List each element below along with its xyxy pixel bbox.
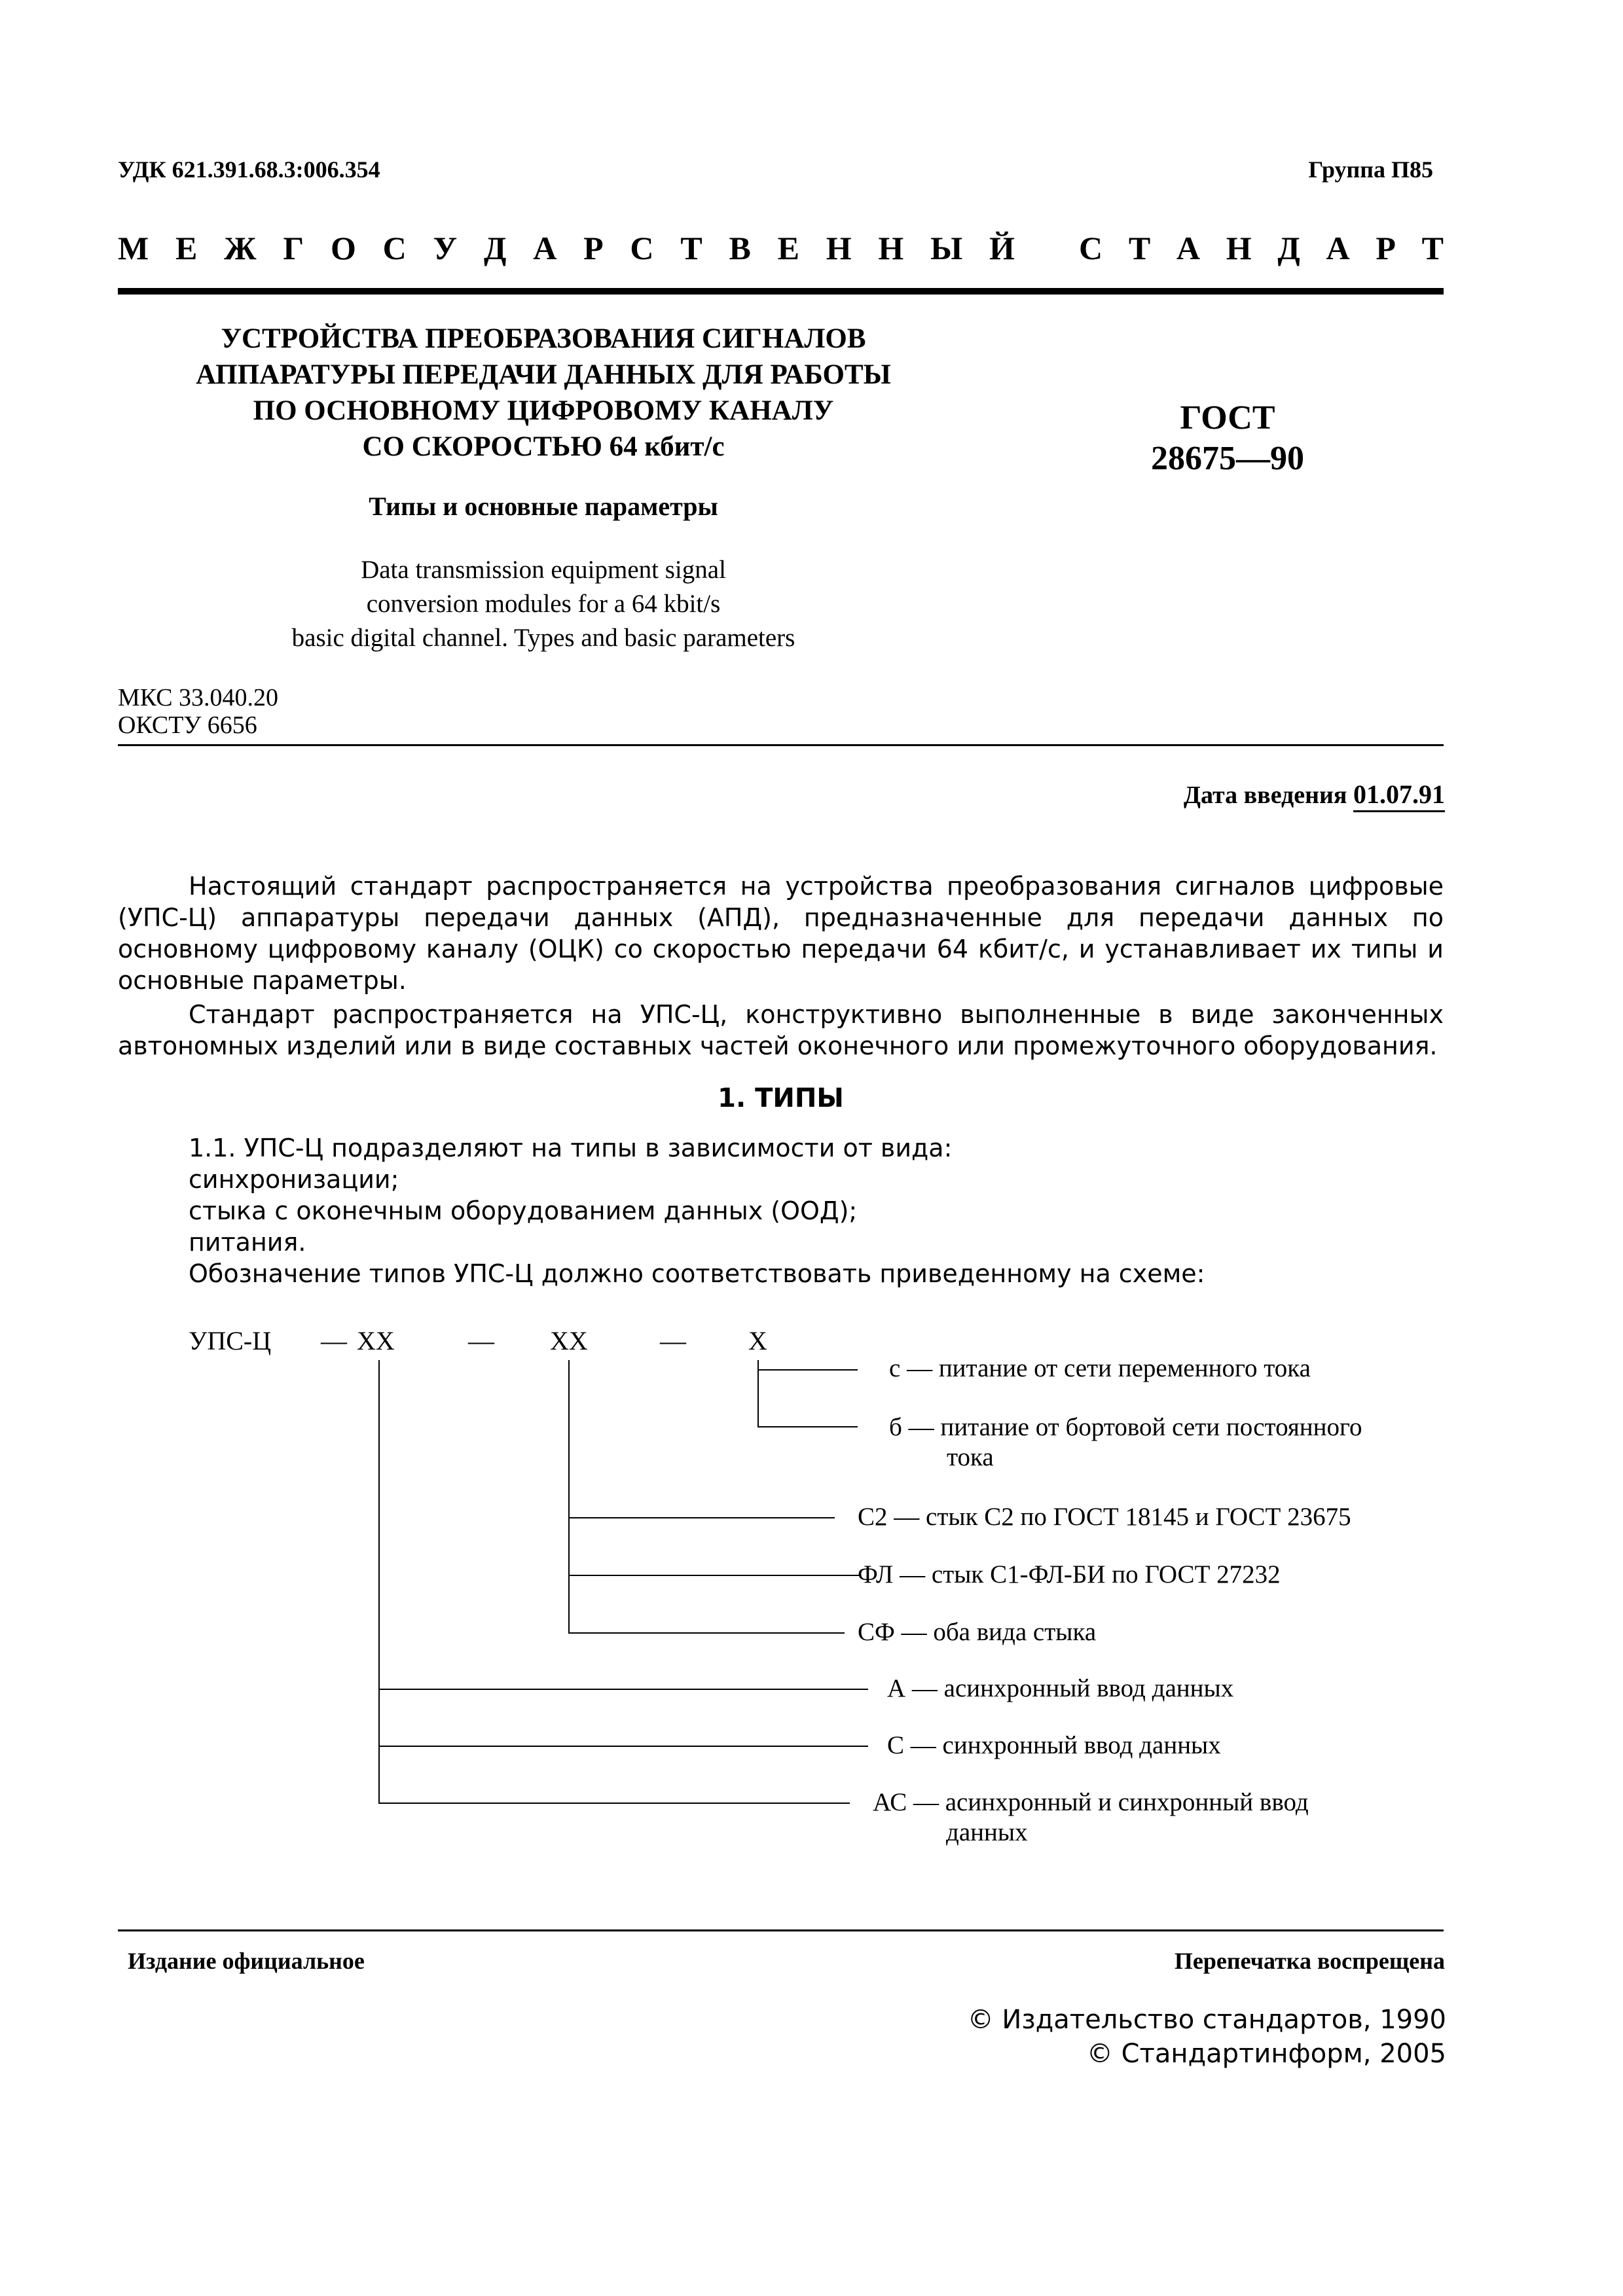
group-code: Группа П85: [1308, 156, 1433, 183]
banner-letter: Н: [1226, 230, 1252, 266]
scheme-connector: [378, 1803, 850, 1804]
banner-letter: Р: [583, 230, 604, 266]
option-text: стык С2 по ГОСТ 18145 и ГОСТ 23675: [926, 1503, 1351, 1531]
date-value: 01.07.91: [1353, 780, 1445, 812]
section-1-1: [189, 1132, 1205, 1289]
scheme-dash: —: [468, 1326, 494, 1355]
banner-word-standard: [1079, 229, 1444, 267]
reprint-prohibited: Перепечатка воспрещена: [1174, 1948, 1445, 1974]
option-code: АС: [873, 1788, 907, 1816]
option-code: С: [887, 1731, 905, 1759]
sync-option: С — синхронный ввод данных: [887, 1731, 1221, 1759]
gost-designation: [1113, 398, 1342, 479]
udk-code: УДК 621.391.68.3:006.354: [118, 156, 380, 183]
interface-option: С2 — стык С2 по ГОСТ 18145 и ГОСТ 23675: [858, 1503, 1351, 1531]
banner-letter: Т: [680, 230, 702, 266]
english-title-line: conversion modules for a 64 kbit/s: [366, 590, 721, 618]
introduction-text: [118, 870, 1444, 1062]
scheme-connector: [568, 1575, 861, 1576]
banner-letter: Е: [175, 230, 198, 266]
footer-rule: [118, 1929, 1444, 1931]
section-title: 1. ТИПЫ: [718, 1083, 844, 1113]
option-text: стык С1-ФЛ-БИ по ГОСТ 27232: [931, 1560, 1281, 1588]
copyright-line: © Издательство стандартов, 1990: [967, 2005, 1446, 2035]
banner-letter: О: [330, 230, 356, 266]
banner-letter: Н: [878, 230, 904, 266]
codes-rule: [118, 744, 1444, 746]
okstu-code: ОКСТУ 6656: [118, 711, 257, 739]
banner-letter: Ы: [930, 230, 963, 266]
intro-paragraph-1: Настоящий стандарт распространяется на устройства преобразования сигналов цифровые (УПС-Ц) аппаратуры передачи данных (АПД), предназначенные для передачи данных по основному цифровому каналу (ОЦК) со скоростью передачи 64 кбит/с, и устанавливает их типы и основные параметры.: [118, 872, 1444, 995]
power-option: с — питание от сети переменного тока: [889, 1354, 1311, 1382]
header-rule: [118, 288, 1444, 295]
banner-letter: А: [533, 230, 557, 266]
banner-letter: Т: [1128, 230, 1151, 266]
option-text-continuation: тока: [947, 1443, 994, 1471]
english-title-line: Data transmission equipment signal: [361, 556, 726, 584]
option-text: питание от сети переменного тока: [938, 1354, 1311, 1382]
kind-item: синхронизации;: [189, 1165, 399, 1194]
copyright-block: [968, 2003, 1446, 2071]
scheme-field-interface: ХХ: [550, 1326, 588, 1355]
option-code: б: [889, 1413, 902, 1441]
interface-option: ФЛ — стык С1-ФЛ-БИ по ГОСТ 27232: [858, 1560, 1281, 1588]
sync-option: АС — асинхронный и синхронный ввод данных: [873, 1788, 1309, 1846]
scheme-connector: [568, 1632, 845, 1634]
title-line: УСТРОЙСТВА ПРЕОБРАЗОВАНИЯ СИГНАЛОВ: [221, 323, 866, 354]
banner-word-interstate: [118, 229, 1015, 267]
banner-letter: А: [1176, 230, 1201, 266]
english-title-line: basic digital channel. Types and basic parameters: [291, 624, 795, 652]
mks-code: МКС 33.040.20: [118, 684, 279, 711]
banner-letter: А: [1326, 230, 1350, 266]
gost-number: 28675—90: [1151, 440, 1304, 477]
banner-letter: М: [118, 230, 149, 266]
option-code: А: [887, 1674, 906, 1702]
scheme-intro: Обозначение типов УПС-Ц должно соответствовать приведенному на схеме:: [189, 1259, 1205, 1288]
banner-letter: С: [1079, 230, 1103, 266]
banner-letter: Д: [484, 230, 507, 266]
scheme-dash: —: [660, 1326, 686, 1355]
introduction-date: [1184, 779, 1445, 810]
power-option: б — питание от бортовой сети постоянного тока: [889, 1413, 1362, 1471]
clause-1-1: 1.1. УПС-Ц подразделяют на типы в зависимости от вида:: [189, 1134, 953, 1162]
date-label: Дата введения: [1183, 781, 1347, 809]
scheme-connector: [757, 1426, 858, 1427]
scheme-connector: [378, 1689, 868, 1690]
sync-option: А — асинхронный ввод данных: [887, 1674, 1234, 1702]
interstate-standard-banner: [118, 229, 1444, 275]
title-line: ПО ОСНОВНОМУ ЦИФРОВОМУ КАНАЛУ: [253, 395, 834, 426]
scheme-connector: [568, 1360, 570, 1634]
banner-letter: Г: [283, 230, 304, 266]
banner-letter: Ж: [224, 230, 257, 266]
scheme-prefix: УПС-Ц: [189, 1326, 272, 1355]
option-text: оба вида стыка: [933, 1618, 1097, 1646]
banner-letter: С: [382, 230, 407, 266]
option-text: питание от бортовой сети постоянного: [940, 1413, 1362, 1441]
scheme-connector: [378, 1360, 380, 1803]
option-code: с: [889, 1354, 901, 1382]
interface-option: СФ — оба вида стыка: [858, 1618, 1097, 1646]
classification-codes: [118, 684, 278, 739]
document-title: [118, 321, 969, 465]
title-line: СО СКОРОСТЬЮ 64 кбит/с: [362, 431, 725, 462]
banner-letter: В: [729, 230, 751, 266]
banner-letter: Д: [1277, 230, 1300, 266]
banner-letter: Й: [989, 230, 1015, 266]
scheme-connector: [378, 1746, 868, 1747]
document-subtitle: Типы и основные параметры: [369, 492, 718, 521]
gost-label: ГОСТ: [1180, 399, 1275, 437]
banner-letter: Р: [1376, 230, 1396, 266]
option-code: ФЛ: [858, 1560, 894, 1588]
banner-letter: У: [433, 230, 458, 266]
option-code: СФ: [858, 1618, 895, 1646]
scheme-connector: [757, 1369, 858, 1371]
option-text: асинхронный ввод данных: [943, 1674, 1234, 1702]
banner-letter: Н: [826, 230, 852, 266]
kind-item: питания.: [189, 1228, 306, 1257]
english-title: [118, 553, 969, 655]
title-line: АППАРАТУРЫ ПЕРЕДАЧИ ДАННЫХ ДЛЯ РАБОТЫ: [196, 359, 891, 390]
copyright-line: © Стандартинформ, 2005: [1086, 2039, 1446, 2069]
option-text: асинхронный и синхронный ввод: [945, 1788, 1309, 1816]
banner-letter: С: [630, 230, 654, 266]
option-code: С2: [858, 1503, 888, 1531]
scheme-field-sync: ХХ: [357, 1326, 395, 1355]
intro-paragraph-2: Стандарт распространяется на УПС-Ц, конструктивно выполненные в виде законченных автономных изделий или в виде составных частей оконечного или промежуточного оборудования.: [118, 1000, 1444, 1060]
banner-letter: Е: [777, 230, 799, 266]
option-text-continuation: данных: [946, 1818, 1028, 1846]
option-text: синхронный ввод данных: [942, 1731, 1221, 1759]
scheme-dash: —: [321, 1326, 347, 1355]
official-edition: Издание официальное: [128, 1948, 365, 1974]
scheme-field-power: Х: [748, 1326, 767, 1355]
kind-item: стыка с оконечным оборудованием данных (ООД);: [189, 1196, 858, 1225]
scheme-connector: [568, 1517, 835, 1518]
banner-letter: Т: [1421, 230, 1444, 266]
